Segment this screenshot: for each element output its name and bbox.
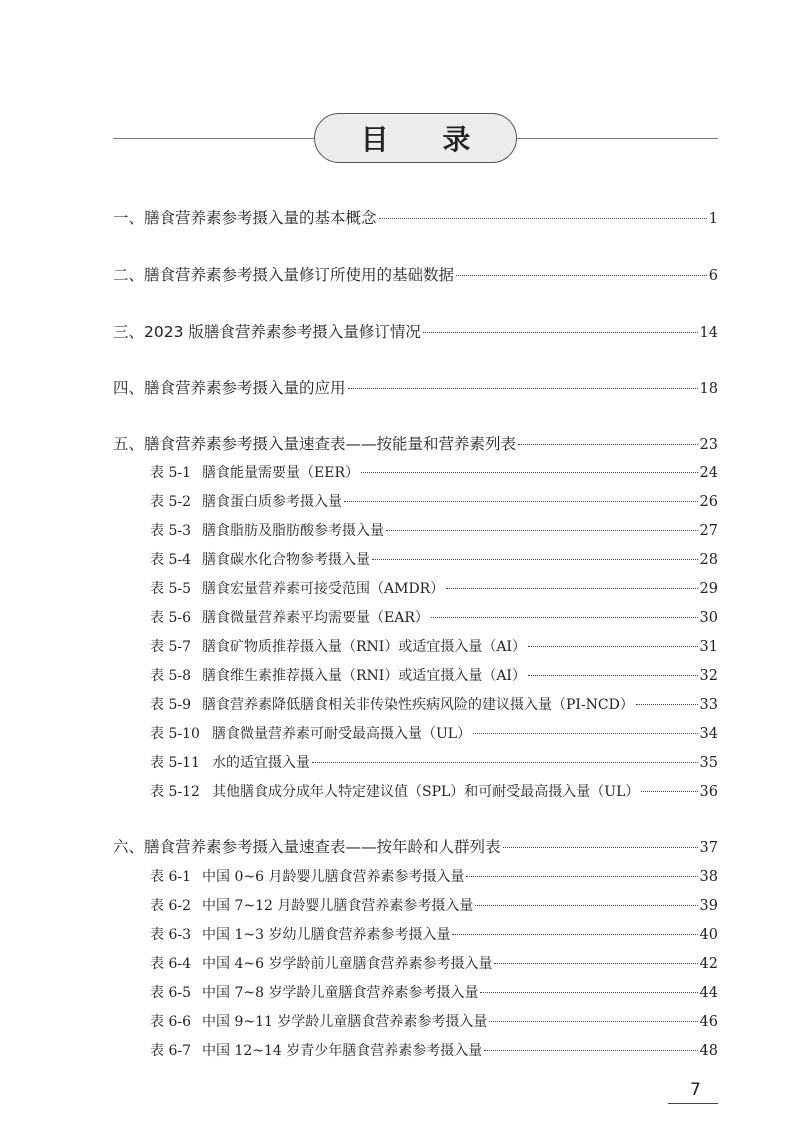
toc-section-3[interactable] xyxy=(113,320,718,342)
table-label: 膳食矿物质推荐摄入量（RNI）或适宜摄入量（AI） xyxy=(202,639,526,655)
toc-table-5-6[interactable] xyxy=(150,607,718,627)
table-number: 表 6-4 xyxy=(150,956,191,972)
toc-table-6-6[interactable] xyxy=(150,1011,718,1031)
toc-section-label: 五、膳食营养素参考摄入量速查表——按能量和营养素列表 xyxy=(113,435,517,453)
leader-dots xyxy=(379,218,707,219)
table-number: 表 5-4 xyxy=(150,552,191,568)
table-number: 表 5-10 xyxy=(150,726,200,742)
table-label: 中国 1~3 岁幼儿膳食营养素参考摄入量 xyxy=(202,927,451,943)
table-number: 表 6-1 xyxy=(150,869,191,885)
table-label: 膳食微量营养素平均需要量（EAR） xyxy=(202,610,429,626)
table-page-number: 46 xyxy=(699,1014,718,1030)
toc-section-6[interactable] xyxy=(113,835,718,857)
table-page-number: 33 xyxy=(699,697,718,713)
table-page-number: 36 xyxy=(699,784,718,800)
toc-page-number: 14 xyxy=(699,325,718,341)
table-number: 表 5-7 xyxy=(150,639,191,655)
toc-table-6-7[interactable] xyxy=(150,1040,718,1060)
table-label: 中国 4~6 岁学龄前儿童膳食营养素参考摄入量 xyxy=(202,956,493,972)
toc-page-number: 1 xyxy=(708,211,718,227)
table-page-number: 35 xyxy=(699,755,718,771)
leader-dots xyxy=(489,1021,697,1022)
toc-table-6-5[interactable] xyxy=(150,982,718,1002)
leader-dots xyxy=(484,1050,697,1051)
table-page-number: 26 xyxy=(699,494,718,510)
toc-table-5-9[interactable] xyxy=(150,694,718,714)
toc-table-6-1[interactable] xyxy=(150,866,718,886)
table-number: 表 6-5 xyxy=(150,985,191,1001)
toc-page-number: 18 xyxy=(699,381,718,397)
table-label: 膳食营养素降低膳食相关非传染性疾病风险的建议摄入量（PI-NCD） xyxy=(202,697,634,713)
toc-table-5-8[interactable] xyxy=(150,665,718,685)
table-number: 表 6-3 xyxy=(150,927,191,943)
leader-dots xyxy=(528,646,698,647)
table-label: 中国 12~14 岁青少年膳食营养素参考摄入量 xyxy=(202,1043,483,1059)
toc-table-6-3[interactable] xyxy=(150,924,718,944)
leader-dots xyxy=(456,275,707,276)
table-number: 表 5-2 xyxy=(150,494,191,510)
table-label: 膳食能量需要量（EER） xyxy=(202,465,359,481)
title-rule-right xyxy=(516,138,718,139)
table-label: 膳食宏量营养素可接受范围（AMDR） xyxy=(202,581,445,597)
table-label: 膳食脂肪及脂肪酸参考摄入量 xyxy=(202,523,384,539)
table-label: 中国 9~11 岁学龄儿童膳食营养素参考摄入量 xyxy=(202,1014,488,1030)
leader-dots xyxy=(518,444,698,445)
table-label: 膳食蛋白质参考摄入量 xyxy=(202,494,342,510)
table-label: 中国 0~6 月龄婴儿膳食营养素参考摄入量 xyxy=(202,869,465,885)
leader-dots xyxy=(446,588,697,589)
table-label: 其他膳食成分成年人特定建议值（SPL）和可耐受最高摄入量（UL） xyxy=(212,784,640,800)
toc-page-number: 6 xyxy=(708,268,718,284)
table-page-number: 24 xyxy=(699,465,718,481)
toc-section-label: 二、膳食营养素参考摄入量修订所使用的基础数据 xyxy=(113,266,455,284)
toc-table-5-2[interactable] xyxy=(150,491,718,511)
table-number: 表 5-3 xyxy=(150,523,191,539)
toc-page-number: 37 xyxy=(699,840,718,856)
table-page-number: 39 xyxy=(699,898,718,914)
toc-section-1[interactable] xyxy=(113,206,718,228)
leader-dots xyxy=(386,530,698,531)
table-page-number: 34 xyxy=(699,726,718,742)
toc-table-5-1[interactable] xyxy=(150,462,718,482)
toc-table-5-10[interactable] xyxy=(150,723,718,743)
table-number: 表 6-7 xyxy=(150,1043,191,1059)
leader-dots xyxy=(641,791,697,792)
table-page-number: 44 xyxy=(699,985,718,1001)
leader-dots xyxy=(473,733,697,734)
leader-dots xyxy=(312,762,698,763)
table-number: 表 5-12 xyxy=(150,784,200,800)
toc-section-label: 一、膳食营养素参考摄入量的基本概念 xyxy=(113,209,377,227)
table-page-number: 42 xyxy=(699,956,718,972)
page-title: 目 录 xyxy=(314,113,517,163)
toc-section-4[interactable] xyxy=(113,376,718,398)
table-page-number: 27 xyxy=(699,523,718,539)
leader-dots xyxy=(361,472,698,473)
table-number: 表 6-2 xyxy=(150,898,191,914)
page-number: 7 xyxy=(690,1080,701,1100)
leader-dots xyxy=(636,704,698,705)
leader-dots xyxy=(348,388,698,389)
table-number: 表 5-6 xyxy=(150,610,191,626)
title-rule-left xyxy=(113,138,315,139)
leader-dots xyxy=(475,905,697,906)
toc-table-6-2[interactable] xyxy=(150,895,718,915)
table-number: 表 5-9 xyxy=(150,697,191,713)
table-label: 膳食维生素推荐摄入量（RNI）或适宜摄入量（AI） xyxy=(202,668,526,684)
toc-table-5-7[interactable] xyxy=(150,636,718,656)
leader-dots xyxy=(528,675,698,676)
table-number: 表 6-6 xyxy=(150,1014,191,1030)
toc-table-6-4[interactable] xyxy=(150,953,718,973)
leader-dots xyxy=(466,876,697,877)
table-number: 表 5-11 xyxy=(150,755,200,771)
toc-table-5-11[interactable] xyxy=(150,752,718,772)
table-number: 表 5-8 xyxy=(150,668,191,684)
leader-dots xyxy=(423,332,698,333)
toc-table-5-4[interactable] xyxy=(150,549,718,569)
table-label: 水的适宜摄入量 xyxy=(212,755,310,771)
table-page-number: 38 xyxy=(699,869,718,885)
toc-section-5[interactable] xyxy=(113,432,718,454)
leader-dots xyxy=(431,617,698,618)
leader-dots xyxy=(494,963,697,964)
leader-dots xyxy=(480,992,697,993)
leader-dots xyxy=(372,559,698,560)
page-number-rule xyxy=(668,1103,718,1104)
table-page-number: 30 xyxy=(699,610,718,626)
table-page-number: 31 xyxy=(699,639,718,655)
table-label: 中国 7~12 月龄婴儿膳食营养素参考摄入量 xyxy=(202,898,474,914)
toc-section-label: 六、膳食营养素参考摄入量速查表——按年龄和人群列表 xyxy=(113,838,501,856)
toc-section-label: 四、膳食营养素参考摄入量的应用 xyxy=(113,379,346,397)
toc-table-5-3[interactable] xyxy=(150,520,718,540)
table-page-number: 29 xyxy=(699,581,718,597)
table-number: 表 5-5 xyxy=(150,581,191,597)
table-page-number: 32 xyxy=(699,668,718,684)
leader-dots xyxy=(452,934,697,935)
toc-table-5-12[interactable] xyxy=(150,781,718,801)
toc-table-5-5[interactable] xyxy=(150,578,718,598)
table-label: 膳食微量营养素可耐受最高摄入量（UL） xyxy=(212,726,472,742)
leader-dots xyxy=(503,847,698,848)
toc-section-label: 三、2023 版膳食营养素参考摄入量修订情况 xyxy=(113,323,421,341)
leader-dots xyxy=(344,501,698,502)
toc-section-2[interactable] xyxy=(113,263,718,285)
table-label: 膳食碳水化合物参考摄入量 xyxy=(202,552,370,568)
table-page-number: 28 xyxy=(699,552,718,568)
table-label: 中国 7~8 岁学龄儿童膳食营养素参考摄入量 xyxy=(202,985,479,1001)
table-page-number: 40 xyxy=(699,927,718,943)
toc-page-number: 23 xyxy=(699,437,718,453)
table-number: 表 5-1 xyxy=(150,465,191,481)
table-page-number: 48 xyxy=(699,1043,718,1059)
